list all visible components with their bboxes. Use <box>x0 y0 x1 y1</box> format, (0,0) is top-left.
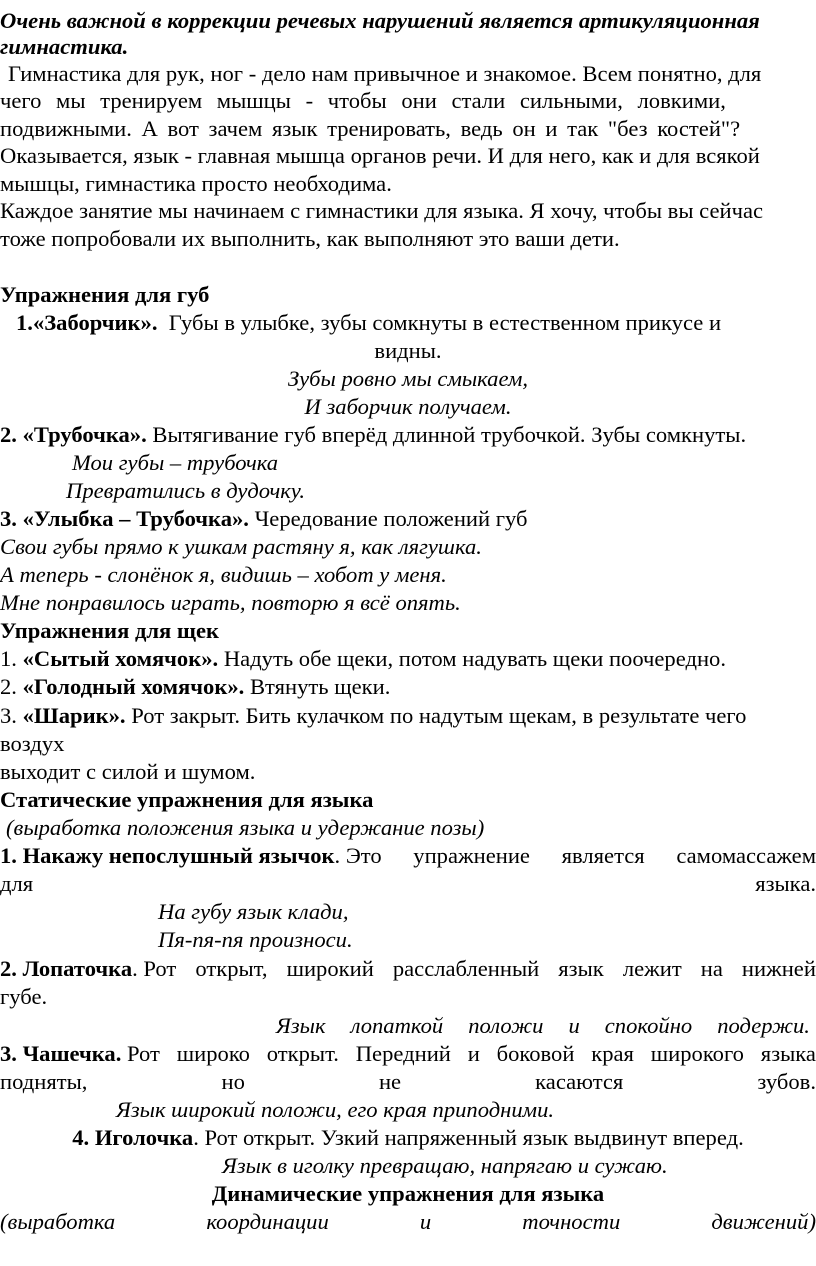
intro-paragraph-2-line-2: тоже попробовали их выполнить, как выполняют это ваши дети. <box>0 226 620 251</box>
word: для <box>0 871 34 896</box>
static-exercise-3-poem: Язык широкий положи, его края приподними. <box>116 1097 555 1122</box>
static-exercise-2-line-2: губе. <box>0 984 48 1009</box>
word: открыт, <box>195 956 268 981</box>
static-exercise-4-title: 4. Иголочка <box>72 1125 194 1150</box>
word: зубов. <box>757 1069 816 1094</box>
word: (выработка <box>0 1209 116 1234</box>
word: лопаткой <box>350 1013 444 1038</box>
word: и <box>419 1209 432 1234</box>
static-section-subheading: (выработка положения языка и удержание позы) <box>6 815 485 840</box>
word: язык <box>558 956 604 981</box>
lips-exercise-1-title: 1.«Заборчик». <box>16 310 158 335</box>
lips-exercise-3-text: Чередование положений губ <box>254 506 528 531</box>
word: расслабленный <box>392 956 540 981</box>
static-exercise-2-title: 2. Лопаточка <box>0 956 133 981</box>
word: края <box>591 1041 634 1066</box>
word: Рот <box>127 1041 160 1066</box>
word: языка. <box>755 871 816 896</box>
static-exercise-2-lead <box>0 956 176 982</box>
lips-exercise-3-poem-line-2: А теперь - слонёнок я, видишь – хобот у меня. <box>0 562 447 587</box>
static-exercise-2-poem <box>276 1013 810 1039</box>
cheeks-section-heading: Упражнения для щек <box>0 618 220 643</box>
cheeks-exercise-3-title: «Шарик». <box>22 703 126 728</box>
word: и <box>467 1041 480 1066</box>
word: боковой <box>496 1041 575 1066</box>
word: широкий <box>286 956 374 981</box>
word: нижней <box>741 956 816 981</box>
static-exercise-4-text: . Рот открыт. Узкий напряженный язык выдвинут вперед. <box>193 1125 744 1150</box>
lips-exercise-3-poem-line-3: Мне понравилось играть, повторю я всё опять. <box>0 590 461 615</box>
intro-paragraph-1-line-5: мышцы, гимнастика просто необходима. <box>0 171 392 196</box>
static-exercise-1-lead <box>0 843 382 869</box>
dynamic-section-subheading <box>0 1209 816 1235</box>
cheeks-exercise-3-number: 3. <box>0 703 17 728</box>
lips-exercise-1-poem-line-1: Зубы ровно мы смыкаем, <box>287 366 529 391</box>
static-exercise-3-lead <box>0 1041 160 1067</box>
lips-exercise-1-text: Губы в улыбке, зубы сомкнуты в естественном прикусе и <box>168 310 722 335</box>
lips-exercise-1-line-2: видны. <box>374 338 442 363</box>
lips-exercise-2-text: Вытягивание губ вперёд длинной трубочкой. Зубы сомкнуты. <box>152 422 747 447</box>
dynamic-section-heading: Динамические упражнения для языка <box>211 1181 605 1206</box>
intro-p1-l2-text: чего мы тренируем мышцы - чтобы они стали сильными, ловкими, <box>0 88 726 113</box>
static-exercise-1-poem-line-1: На губу язык клади, <box>158 899 349 924</box>
word: и <box>568 1013 580 1038</box>
word: спокойно <box>604 1013 693 1038</box>
lips-exercise-2-poem-line-1: Мои губы – трубочка <box>72 450 279 475</box>
intro-paragraph-2-line-1: Каждое занятие мы начинаем с гимнастики для языка. Я хочу, чтобы вы сейчас <box>0 198 764 223</box>
word: . Это <box>334 843 382 868</box>
static-exercise-4-poem: Язык в иголку превращаю, напрягаю и сужаю. <box>222 1153 668 1178</box>
static-exercise-4-line <box>0 1125 816 1151</box>
word: не <box>378 1069 402 1094</box>
static-exercise-1-line-2 <box>0 871 816 897</box>
word: координации <box>206 1209 329 1234</box>
word: упражнение <box>413 843 530 868</box>
static-exercise-2-line-1 <box>0 956 816 982</box>
intro-paragraph-1-line-4: Оказывается, язык - главная мышца органов речи. И для него, как и для всякой <box>0 143 760 168</box>
word: языка <box>760 1041 816 1066</box>
cheeks-exercise-2-text: Втянуть щеки. <box>249 674 391 699</box>
static-section-heading: Статические упражнения для языка <box>0 787 374 812</box>
cheeks-exercise-2-title: «Голодный хомячок». <box>22 674 245 699</box>
word: подержи. <box>717 1013 810 1038</box>
cheeks-exercise-1-number: 1. <box>0 646 17 671</box>
intro-paragraph-1-line-3: подвижными. А вот зачем язык тренировать, ведь он и так "без костей"? <box>0 116 741 141</box>
cheeks-exercise-2-number: 2. <box>0 674 17 699</box>
static-exercise-3-line-2 <box>0 1069 816 1095</box>
static-exercise-1-title: 1. Накажу непослушный язычок <box>0 843 335 868</box>
cheeks-exercise-3-line-2: воздух <box>0 731 65 756</box>
document-title-line-2: гимнастика. <box>0 34 129 59</box>
word: подняты, <box>0 1069 88 1094</box>
word: . Рот <box>132 956 177 981</box>
cheeks-exercise-1-line <box>0 646 816 672</box>
intro-paragraph-1-line-2 <box>0 88 816 114</box>
document-title-line-1: Очень важной в коррекции речевых нарушений является артикуляционная <box>0 8 760 33</box>
word: Язык <box>276 1013 326 1038</box>
cheeks-exercise-2-line <box>0 674 816 700</box>
cheeks-exercise-3-line-3: выходит с силой и шумом. <box>0 759 256 784</box>
intro-paragraph-1-line-1: Гимнастика для рук, ног - дело нам привычное и знакомое. Всем понятно, для <box>8 61 762 86</box>
lips-exercise-1-poem-line-2: И заборчик получаем. <box>304 394 512 419</box>
word: широко <box>176 1041 250 1066</box>
lips-exercise-2-poem-line-2: Превратились в дудочку. <box>66 478 306 503</box>
word: является <box>561 843 645 868</box>
static-exercise-3-line-1 <box>0 1041 816 1067</box>
cheeks-exercise-1-title: «Сытый хомячок». <box>22 646 219 671</box>
lips-exercise-3-title: 3. «Улыбка – Трубочка». <box>0 506 249 531</box>
word: открыт. <box>266 1041 339 1066</box>
lips-exercise-3-poem-line-1: Свои губы прямо к ушкам растяну я, как лягушка. <box>0 534 482 559</box>
word: широкого <box>650 1041 744 1066</box>
word: но <box>221 1069 245 1094</box>
word: на <box>700 956 723 981</box>
cheeks-exercise-3-text: Рот закрыт. Бить кулачком по надутым щекам, в результате чего <box>131 703 747 728</box>
word: точности <box>522 1209 621 1234</box>
lips-exercise-3-line <box>0 506 816 532</box>
lips-exercise-2-title: 2. «Трубочка». <box>0 422 147 447</box>
static-exercise-3-title: 3. Чашечка. <box>0 1041 122 1066</box>
word: лежит <box>622 956 682 981</box>
word: положи <box>468 1013 544 1038</box>
cheeks-exercise-3-line-1 <box>0 703 816 729</box>
word: Передний <box>355 1041 451 1066</box>
word: касаются <box>535 1069 624 1094</box>
lips-exercise-1-line-1 <box>0 310 816 336</box>
static-exercise-1-poem-line-2: Пя-пя-пя произноси. <box>158 927 353 952</box>
lips-exercise-2-line <box>0 422 816 448</box>
static-exercise-1-line-1 <box>0 843 816 869</box>
word: самомассажем <box>676 843 816 868</box>
cheeks-exercise-1-text: Надуть обе щеки, потом надувать щеки поочередно. <box>223 646 726 671</box>
lips-section-heading: Упражнения для губ <box>0 282 210 307</box>
word: движений) <box>711 1209 816 1234</box>
